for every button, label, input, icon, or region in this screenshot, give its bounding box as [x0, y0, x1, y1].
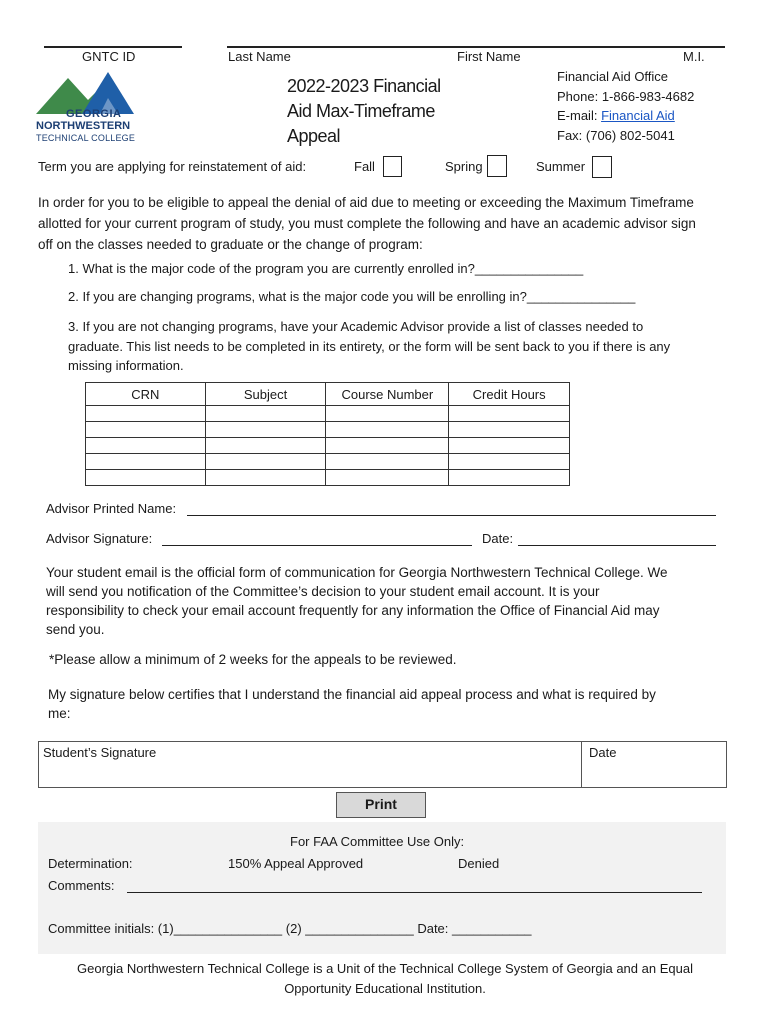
fall-label: Fall	[354, 159, 375, 174]
course-table-header	[86, 383, 570, 406]
crn-cell[interactable]	[86, 438, 206, 454]
notice-line-3: responsibility to check your email account frequently for any information the Office of Financial Aid may	[46, 603, 660, 618]
certify-line-1: My signature below certifies that I understand the financial aid appeal process and what is required by	[48, 687, 656, 702]
logo-text-technical: TECHNICAL COLLEGE	[36, 133, 136, 143]
comments-input[interactable]	[127, 892, 702, 893]
table-row	[86, 470, 570, 486]
last-name-label: Last Name	[228, 49, 291, 64]
subject-cell[interactable]	[205, 470, 326, 486]
course-number-cell[interactable]	[326, 422, 449, 438]
office-name: Financial Aid Office	[557, 69, 669, 84]
notice-line-4: send you.	[46, 622, 105, 637]
notice-line-1: Your student email is the official form of communication for Georgia Northwestern Technical College. We	[46, 565, 668, 580]
intro-line-1: In order for you to be eligible to appeal the denial of aid due to meeting or exceeding the Maximum Timeframe	[38, 195, 694, 210]
appeal-approved-option[interactable]: 150% Appeal Approved	[228, 856, 364, 871]
office-email	[557, 106, 694, 126]
advisor-signature-input[interactable]	[162, 545, 472, 546]
certify-statement	[48, 685, 656, 723]
college-logo	[36, 68, 140, 148]
credit-hours-header: Credit Hours	[449, 383, 570, 406]
crn-cell[interactable]	[86, 422, 206, 438]
question-3	[68, 317, 670, 376]
advisor-signature-label: Advisor Signature:	[46, 531, 153, 546]
logo-text-georgia: GEORGIA	[66, 108, 122, 120]
course-number-cell[interactable]	[326, 438, 449, 454]
financial-aid-email-link[interactable]: Financial Aid	[601, 108, 675, 123]
subject-cell[interactable]	[205, 422, 326, 438]
course-table	[85, 382, 570, 486]
term-label: Term you are applying for reinstatement of aid:	[38, 159, 307, 174]
office-fax: Fax: (706) 802-5041	[557, 127, 675, 143]
allow-two-weeks-note: *Please allow a minimum of 2 weeks for the appeals to be reviewed.	[49, 652, 457, 667]
gntc-id-line	[44, 46, 182, 48]
course-number-header: Course Number	[326, 383, 449, 406]
table-row	[86, 406, 570, 422]
footer-statement	[0, 959, 770, 998]
certify-line-2: me:	[48, 706, 71, 721]
first-name-label: First Name	[457, 49, 521, 64]
office-phone: Phone: 1-866-983-4682	[557, 88, 695, 104]
intro-line-3: off on the classes needed to graduate or the change of program:	[38, 237, 423, 252]
credit-hours-cell[interactable]	[449, 422, 570, 438]
last-name-input[interactable]	[227, 30, 452, 46]
table-row	[86, 454, 570, 470]
crn-cell[interactable]	[86, 406, 206, 422]
question-3-line-2: graduate. This list needs to be completed in its entirety, or the form will be sent back to you if there is any	[68, 338, 671, 354]
question-3-line-1: 3. If you are not changing programs, have your Academic Advisor provide a list of classes needed to	[68, 319, 644, 334]
contact-block	[557, 67, 694, 145]
advisor-date-label: Date:	[482, 531, 514, 546]
subject-header: Subject	[205, 383, 326, 406]
advisor-printed-name-label: Advisor Printed Name:	[46, 501, 177, 516]
credit-hours-cell[interactable]	[449, 454, 570, 470]
subject-cell[interactable]	[205, 438, 326, 454]
question-2: 2. If you are changing programs, what is the major code you will be enrolling in?_______________	[68, 289, 636, 304]
form-title	[287, 74, 441, 149]
advisor-date-input[interactable]	[518, 545, 716, 546]
name-line	[227, 46, 725, 48]
notice-line-2: will send you notification of the Committee’s decision to your student email account. It is your	[46, 584, 600, 599]
student-signature-label: Student’s Signature	[43, 745, 157, 760]
mi-label: M.I.	[683, 49, 705, 64]
comments-label: Comments:	[48, 878, 115, 893]
spring-label: Spring	[445, 159, 483, 174]
title-line-1: 2022-2023 Financial	[287, 76, 441, 96]
first-name-input[interactable]	[455, 30, 675, 46]
faa-heading: For FAA Committee Use Only:	[290, 834, 465, 849]
table-row	[86, 438, 570, 454]
subject-cell[interactable]	[205, 454, 326, 470]
mi-input[interactable]	[678, 30, 725, 46]
table-row	[86, 422, 570, 438]
advisor-printed-name-input[interactable]	[187, 515, 716, 516]
question-1: 1. What is the major code of the program you are currently enrolled in?_______________	[68, 261, 584, 276]
intro-paragraph	[38, 192, 696, 255]
subject-cell[interactable]	[205, 406, 326, 422]
gntc-id-input[interactable]	[44, 30, 182, 46]
student-signature-box[interactable]	[38, 741, 582, 788]
crn-header: CRN	[86, 383, 206, 406]
fall-checkbox[interactable]	[383, 156, 402, 177]
footer-line-2: Opportunity Educational Institution.	[284, 980, 486, 996]
gntc-id-label: GNTC ID	[82, 49, 136, 64]
credit-hours-cell[interactable]	[449, 406, 570, 422]
title-line-2: Aid Max-Timeframe	[287, 101, 435, 121]
crn-cell[interactable]	[86, 454, 206, 470]
footer-line-1: Georgia Northwestern Technical College is a Unit of the Technical College System of Georgia and an Equal	[77, 961, 693, 976]
summer-checkbox[interactable]	[592, 156, 612, 178]
email-notice	[46, 563, 668, 639]
student-date-label: Date	[589, 745, 617, 760]
intro-line-2: allotted for your current program of study, you must complete the following and have an academic advisor sign	[38, 216, 696, 231]
committee-initials-line: Committee initials: (1)_______________ (2) _______________ Date: ___________	[48, 921, 532, 936]
credit-hours-cell[interactable]	[449, 438, 570, 454]
course-number-cell[interactable]	[326, 406, 449, 422]
course-number-cell[interactable]	[326, 470, 449, 486]
email-prefix: E-mail:	[557, 108, 602, 123]
determination-label: Determination:	[48, 856, 133, 871]
appeal-denied-option[interactable]: Denied	[458, 856, 500, 871]
question-3-line-3: missing information.	[68, 358, 184, 373]
credit-hours-cell[interactable]	[449, 470, 570, 486]
summer-label: Summer	[536, 159, 586, 174]
spring-checkbox[interactable]	[487, 155, 507, 177]
print-button[interactable]: Print	[336, 792, 426, 818]
logo-text-northwestern: NORTHWESTERN	[36, 120, 131, 132]
title-line-3: Appeal	[287, 126, 341, 146]
crn-cell[interactable]	[86, 470, 206, 486]
course-number-cell[interactable]	[326, 454, 449, 470]
student-date-box[interactable]	[581, 741, 727, 788]
